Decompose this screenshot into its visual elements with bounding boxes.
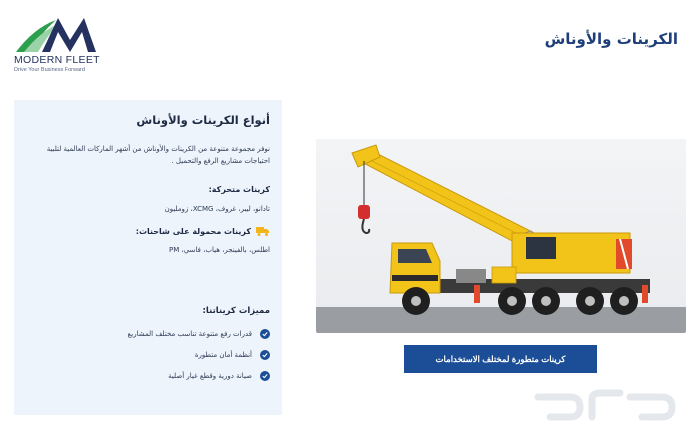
feature-item [22,350,270,360]
logo-tagline: Drive Your Business Forward [14,67,85,73]
page-title: الكرينات والأوناش [544,30,678,48]
truck-icon [256,226,270,237]
logo-mark-icon [12,14,110,54]
crane-types-panel [14,100,282,415]
haraj-watermark-icon [530,383,680,425]
feature-text: قدرات رفع متنوعة تناسب مختلف المشاريع [127,330,252,338]
company-logo [12,14,110,76]
cta-button[interactable]: كرينات متطورة لمختلف الاستخدامات [404,345,597,373]
crane-truck-image [316,139,686,333]
feature-item [22,371,270,381]
feature-item [22,329,270,339]
logo-name: MODERN FLEET [14,54,100,66]
mobile-cranes-heading-text: كرينات متحركة: [208,185,270,194]
check-circle-icon [260,371,270,381]
feature-text: صيانة دورية وقطع غيار أصلية [168,372,252,380]
panel-intro-text: نوفر مجموعة متنوعة من الكرينات والأوناش من أشهر الماركات العالمية لتلبية احتياجات مشاريع الرفع والتحميل . [46,145,270,165]
truck-cranes-brands: اطلس، بالفينجر، هياب، فاسي، PM [168,246,270,254]
truck-cranes-heading-text: كرينات محمولة على شاحنات: [135,227,251,236]
panel-title: أنواع الكرينات والأوناش [136,113,270,127]
features-heading: مميزات كريناتنا: [202,306,270,316]
mobile-cranes-heading [22,185,270,194]
features-list [22,329,270,381]
check-circle-icon [260,350,270,360]
truck-cranes-heading [22,226,270,237]
check-circle-icon [260,329,270,339]
feature-text: أنظمة أمان متطورة [194,351,252,359]
mobile-cranes-brands: تادانو، ليبر، غروف، XCMG، زوملیون [164,205,270,213]
